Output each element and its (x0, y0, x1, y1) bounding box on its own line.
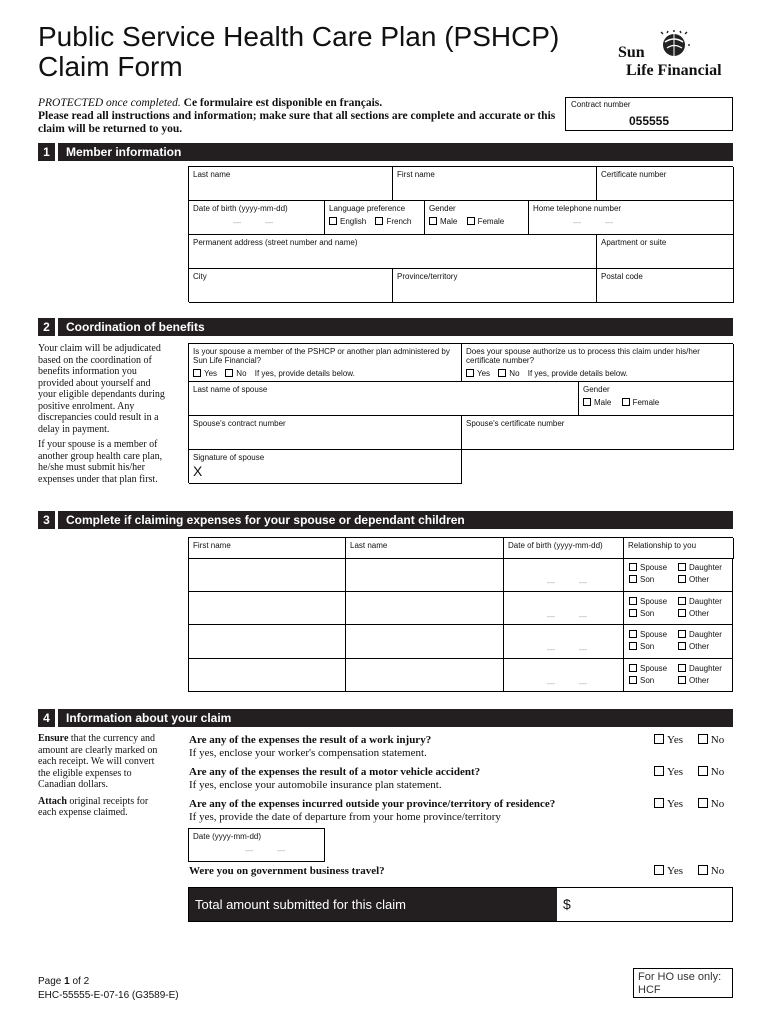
section-4-title: Information about your claim (66, 711, 232, 725)
spouse-authorize-yes-checkbox[interactable] (466, 369, 474, 377)
section-2-title: Coordination of benefits (66, 320, 205, 334)
dob-field[interactable]: Date of birth (yyyy-mm-dd) — — (189, 201, 325, 235)
dep-son-checkbox[interactable] (629, 575, 637, 583)
government-travel-yes-checkbox[interactable] (654, 865, 664, 875)
dep-dob-field[interactable]: — — (503, 592, 624, 626)
certificate-number-field[interactable]: Certificate number (597, 167, 734, 201)
section-3-title: Complete if claiming expenses for your spouse or dependant children (66, 513, 465, 527)
work-injury-yes-checkbox[interactable] (654, 734, 664, 744)
first-name-field[interactable]: First name (393, 167, 597, 201)
government-travel-question: Were you on government business travel? (189, 865, 385, 877)
spouse-female-checkbox[interactable] (622, 398, 630, 406)
dep-first-name-field[interactable] (188, 659, 346, 693)
vehicle-accident-yes-checkbox[interactable] (654, 766, 664, 776)
government-travel-options: Yes No (654, 865, 724, 877)
dep-dob-field[interactable]: — — (503, 558, 624, 592)
spouse-gender-field: Gender Male Female (579, 382, 734, 416)
total-amount-row (188, 887, 733, 922)
work-injury-options: Yes No (654, 734, 724, 746)
protected-note: PROTECTED once completed. (38, 97, 181, 109)
english-checkbox[interactable] (329, 217, 337, 225)
spouse-member-no-checkbox[interactable] (225, 369, 233, 377)
dep-first-name-header: First name (189, 538, 346, 559)
dep-relationship-field: Spouse Daughter Son Other (623, 659, 733, 693)
last-name-field[interactable]: Last name (189, 167, 393, 201)
dep-relationship-field: Spouse Daughter Son Other (623, 592, 733, 626)
city-field[interactable]: City (189, 269, 393, 303)
spouse-member-yes-checkbox[interactable] (193, 369, 201, 377)
spouse-authorize-no-checkbox[interactable] (498, 369, 506, 377)
dep-other-checkbox[interactable] (678, 609, 686, 617)
dep-dob-field[interactable]: — — (503, 625, 624, 659)
dep-last-name-field[interactable] (345, 558, 504, 592)
title-line-1: Public Service Health Care Plan (PSHCP) (38, 21, 560, 52)
section-1-header (38, 143, 733, 161)
dep-last-name-field[interactable] (345, 659, 504, 693)
section-4-header (38, 709, 733, 727)
dep-daughter-checkbox[interactable] (678, 630, 686, 638)
female-checkbox[interactable] (467, 217, 475, 225)
sun-life-logo (612, 30, 734, 80)
section-2-number: 2 (38, 318, 58, 336)
footer (38, 975, 179, 1003)
outside-province-question: Are any of the expenses incurred outside your province/territory of residence? If yes, provide the date of departure from your home province/territory (189, 798, 556, 823)
contract-number-value: 055555 (628, 114, 670, 128)
total-amount-label: Total amount submitted for this claim (189, 888, 557, 921)
vehicle-accident-options: Yes No (654, 766, 724, 778)
total-amount-input[interactable]: $ (563, 896, 571, 912)
dep-son-checkbox[interactable] (629, 609, 637, 617)
ho-use-only-box: For HO use only: HCF (633, 968, 733, 998)
spouse-contract-field[interactable]: Spouse's contract number (189, 416, 462, 450)
dep-first-name-field[interactable] (188, 625, 346, 659)
contract-number-label: Contract number (571, 100, 631, 109)
work-injury-no-checkbox[interactable] (698, 734, 708, 744)
dep-last-name-header: Last name (346, 538, 504, 559)
member-info-grid (188, 166, 733, 302)
dep-daughter-checkbox[interactable] (678, 597, 686, 605)
section-4-number: 4 (38, 709, 58, 727)
apartment-field[interactable]: Apartment or suite (597, 235, 734, 269)
section-1-title: Member information (66, 145, 182, 159)
dep-dob-header: Date of birth (yyyy-mm-dd) (504, 538, 624, 559)
intro-text (38, 97, 558, 136)
departure-date-field[interactable]: Date (yyyy-mm-dd) — — (188, 828, 325, 862)
gender-field: Gender Male Female (425, 201, 529, 235)
home-telephone-field[interactable]: Home telephone number — — (529, 201, 734, 235)
postal-code-field[interactable]: Postal code (597, 269, 734, 303)
contract-number-box[interactable] (565, 97, 733, 131)
work-injury-question: Are any of the expenses the result of a work injury? If yes, enclose your worker's compensation statement. (189, 734, 432, 759)
dep-other-checkbox[interactable] (678, 575, 686, 583)
vehicle-accident-no-checkbox[interactable] (698, 766, 708, 776)
instructions-note: Please read all instructions and information; make sure that all sections are complete and accurate or this claim will be returned to you. (38, 110, 556, 135)
dep-first-name-field[interactable] (188, 558, 346, 592)
spouse-certificate-field[interactable]: Spouse's certificate number (462, 416, 734, 450)
dep-spouse-checkbox[interactable] (629, 664, 637, 672)
dep-daughter-checkbox[interactable] (678, 664, 686, 672)
dep-son-checkbox[interactable] (629, 642, 637, 650)
section-3-header (38, 511, 733, 529)
section-3-number: 3 (38, 511, 58, 529)
dep-spouse-checkbox[interactable] (629, 597, 637, 605)
form-title (38, 22, 559, 82)
dep-relationship-field: Spouse Daughter Son Other (623, 625, 733, 659)
french-checkbox[interactable] (375, 217, 383, 225)
spouse-last-name-field[interactable]: Last name of spouse (189, 382, 579, 416)
section-2-header (38, 318, 733, 336)
male-checkbox[interactable] (429, 217, 437, 225)
outside-province-no-checkbox[interactable] (698, 798, 708, 808)
section-1-number: 1 (38, 143, 58, 161)
page-indicator: Page 1 of 2 (38, 976, 90, 987)
dep-other-checkbox[interactable] (678, 676, 686, 684)
french-note: Ce formulaire est disponible en français. (180, 97, 383, 109)
cob-grid (188, 343, 733, 483)
dep-relationship-field: Spouse Daughter Son Other (623, 558, 733, 592)
dep-first-name-field[interactable] (188, 592, 346, 626)
dep-last-name-field[interactable] (345, 625, 504, 659)
spouse-authorize-question: Does your spouse authorize us to process this claim under his/her certificate number? Yes No If yes, provide details below. (462, 344, 734, 382)
language-preference-field: Language preference English French (325, 201, 425, 235)
cob-sidebar-text: Your claim will be adjudicated based on the coordination of benefits information you provided about yourself and your eligible dependants during positive enrolment. Any discrepancies could result in a delay in payment. If your spouse is a member of another group health care plan, he/she must submit his/her expenses under that plan first. (38, 343, 165, 485)
dep-dob-field[interactable]: — — (503, 659, 624, 693)
permanent-address-field[interactable]: Permanent address (street number and name) (189, 235, 597, 269)
sun-globe-icon (658, 30, 690, 60)
logo-text-life-financial: Life Financial (626, 62, 722, 79)
outside-province-options: Yes No (654, 798, 724, 810)
dep-spouse-checkbox[interactable] (629, 563, 637, 571)
dep-last-name-field[interactable] (345, 592, 504, 626)
vehicle-accident-question: Are any of the expenses the result of a motor vehicle accident? If yes, enclose your automobile insurance plan statement. (189, 766, 481, 791)
form-code: EHC-55555-E-07-16 (G3589-E) (38, 990, 179, 1001)
title-line-2: Claim Form (38, 51, 183, 82)
province-field[interactable]: Province/territory (393, 269, 597, 303)
logo-text-sun: Sun (618, 44, 645, 61)
government-travel-no-checkbox[interactable] (698, 865, 708, 875)
spouse-signature-field[interactable]: Signature of spouse X (189, 450, 462, 484)
dep-relationship-header: Relationship to you (624, 538, 734, 559)
claim-sidebar-text: Ensure that the currency and amount are clearly marked on each receipt. We will convert the eligible expenses to Canadian dollars. Attach original receipts for each expense claimed. (38, 733, 158, 818)
outside-province-yes-checkbox[interactable] (654, 798, 664, 808)
dep-daughter-checkbox[interactable] (678, 563, 686, 571)
spouse-male-checkbox[interactable] (583, 398, 591, 406)
dep-spouse-checkbox[interactable] (629, 630, 637, 638)
dep-son-checkbox[interactable] (629, 676, 637, 684)
spouse-member-question: Is your spouse a member of the PSHCP or another plan administered by Sun Life Financial? Yes No If yes, provide details below. (189, 344, 462, 382)
dep-other-checkbox[interactable] (678, 642, 686, 650)
